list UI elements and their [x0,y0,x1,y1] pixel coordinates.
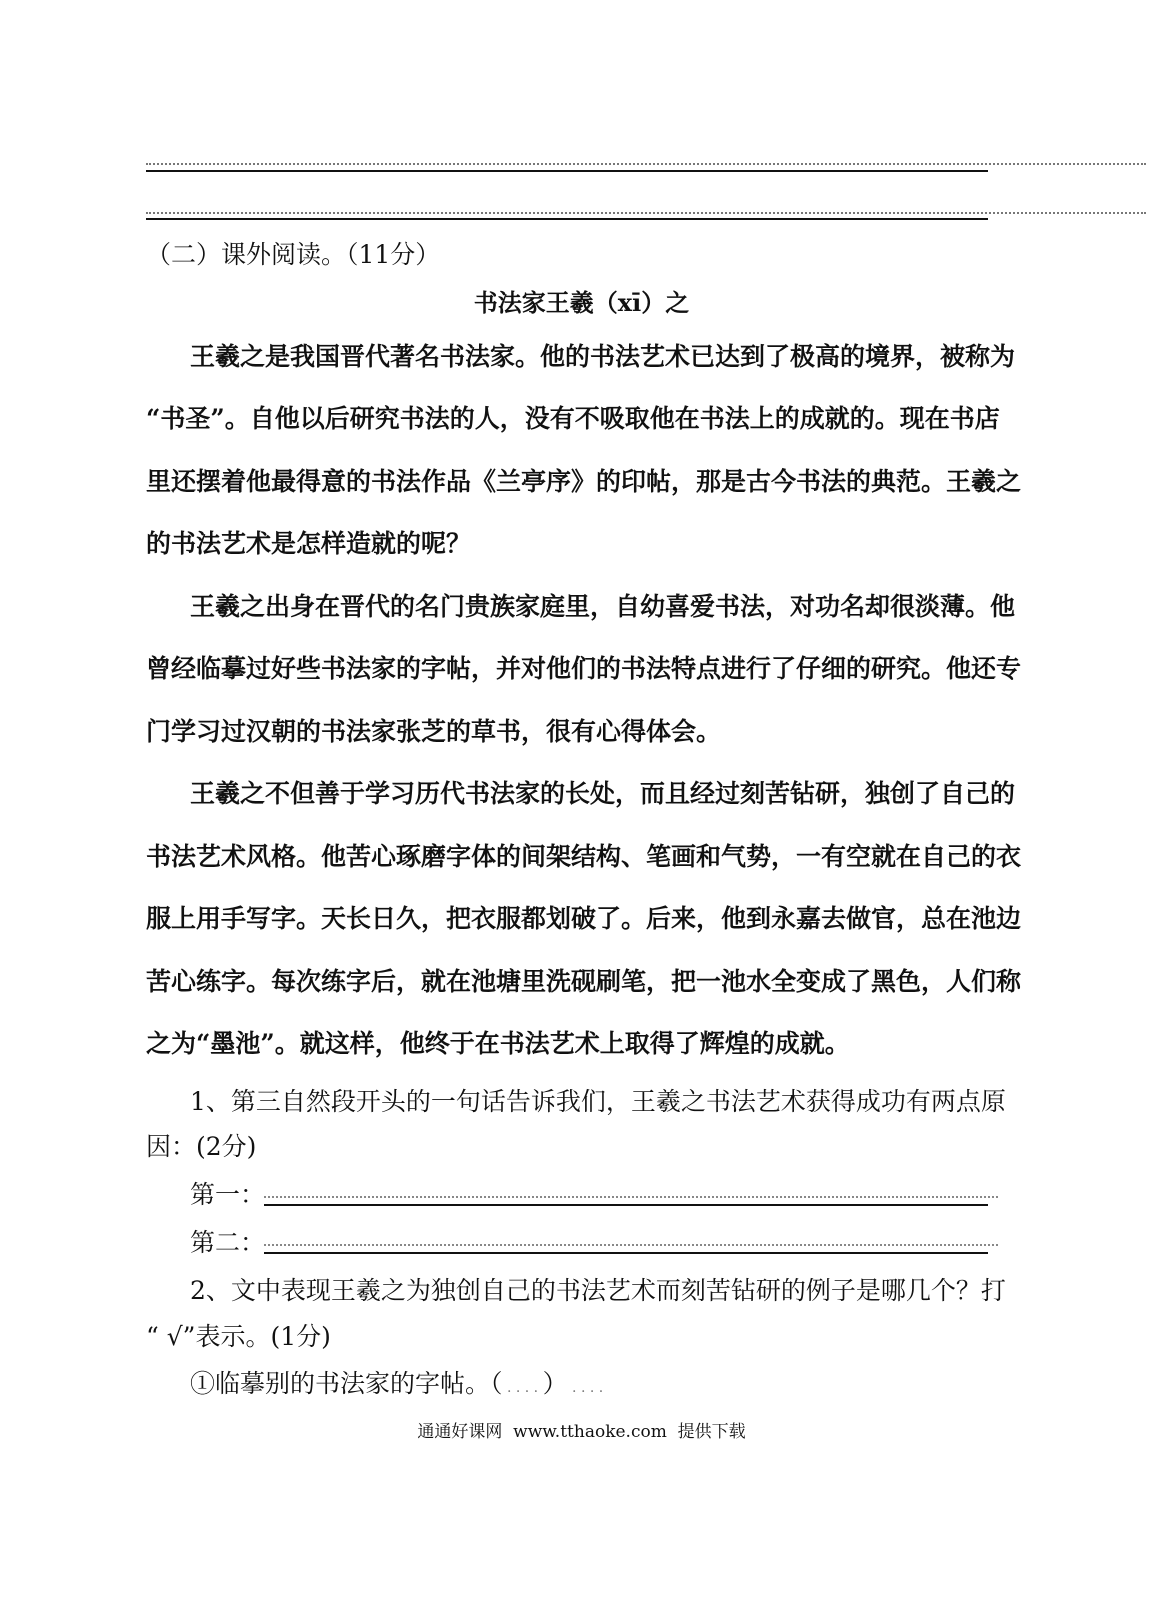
paragraph-line: 王羲之出身在晋代的名门贵族家庭里，自幼喜爱书法，对功名却很淡薄。他 [190,592,1016,621]
paragraph-line: 书法艺术风格。他苦心琢磨字体的间架结构、笔画和气势，一有空就在自己的衣 [146,842,1022,871]
second-reason-label: 第二： [190,1228,266,1257]
paragraph-line: 之为“墨池”。就这样，他终于在书法艺术上取得了辉煌的成就。 [146,1029,850,1058]
question-2-text: 2、文中表现王羲之为独创自己的书法艺术而刻苦钻研的例子是哪几个？打 [190,1276,1006,1305]
footer-credit: 通通好课网 www.tthaoke.com 提供下载 [417,1422,746,1442]
first-reason-answer-line[interactable] [264,1204,988,1206]
question-2-text: “ √”表示。(1分) [146,1322,331,1351]
option-1-blank[interactable]: . . . . [502,1380,543,1396]
question-1-text: 因：(2分) [146,1132,257,1161]
option-1-close: ） [542,1369,568,1398]
first-reason-label: 第一： [190,1180,266,1209]
paragraph-line: 门学习过汉朝的书法家张芝的草书，很有心得体会。 [146,717,722,746]
answer-line[interactable] [146,170,988,172]
dotted-guide [264,1196,998,1198]
dotted-guide: . . . . [567,1380,604,1396]
option-1-text: ①临摹别的书法家的字帖。（ [190,1369,503,1398]
second-reason-answer-line[interactable] [264,1252,988,1254]
paragraph-line: 王羲之不但善于学习历代书法家的长处，而且经过刻苦钻研，独创了自己的 [190,779,1016,808]
paragraph-line: 曾经临摹过好些书法家的字帖，并对他们的书法特点进行了仔细的研究。他还专 [146,654,1022,683]
question-1-text: 1、第三自然段开头的一句话告诉我们，王羲之书法艺术获得成功有两点原 [190,1087,1006,1116]
dotted-guide [146,212,1146,214]
paragraph-line: “书圣”。自他以后研究书法的人，没有不吸取他在书法上的成就的。现在书店 [146,404,1000,433]
paragraph-line: 里还摆着他最得意的书法作品《兰亭序》的印帖，那是古今书法的典范。王羲之 [146,467,1022,496]
question-2-option-1 [190,1367,996,1405]
paragraph-line: 服上用手写字。天长日久，把衣服都划破了。后来，他到永嘉去做官，总在池边 [146,904,1022,933]
paragraph-line: 的书法艺术是怎样造就的呢？ [146,529,472,558]
dotted-guide [146,163,1146,165]
section-heading: （二）课外阅读。（11分） [146,240,441,269]
paragraph-line: 王羲之是我国晋代著名书法家。他的书法艺术已达到了极高的境界，被称为 [190,342,1016,371]
dotted-guide [264,1244,998,1246]
paragraph-line: 苦心练字。每次练字后，就在池塘里洗砚刷笔，把一池水全变成了黑色，人们称 [146,967,1022,996]
article-title: 书法家王羲（xī）之 [473,288,690,317]
answer-line[interactable] [146,218,988,220]
